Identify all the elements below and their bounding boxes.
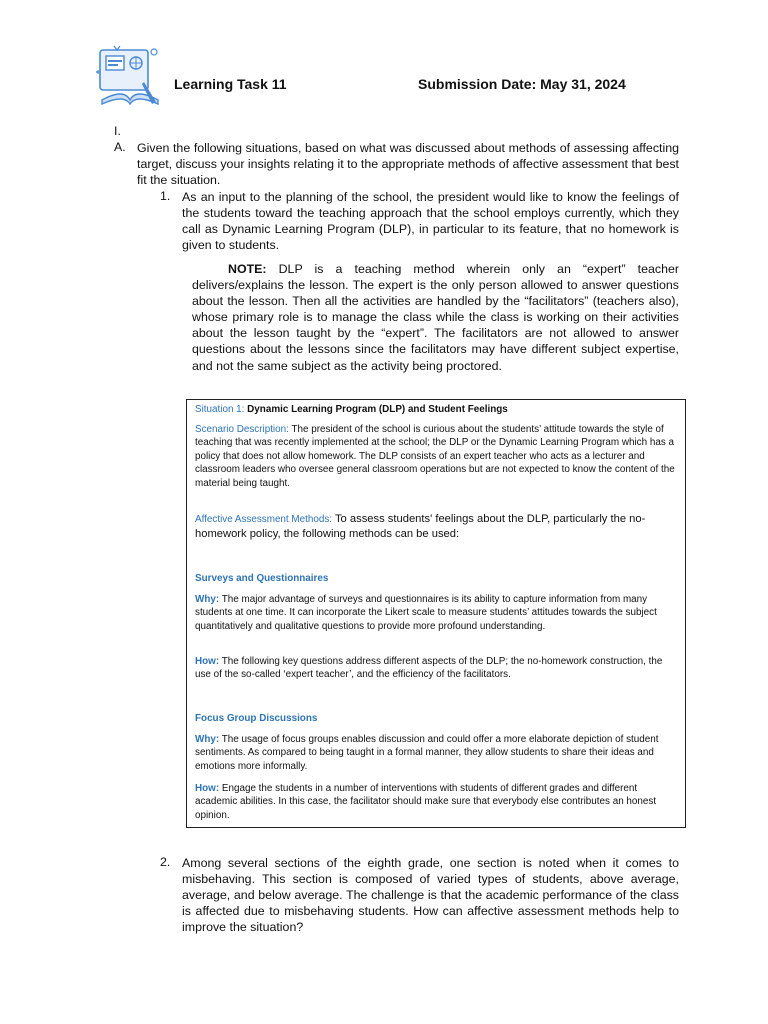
note-label: NOTE: [228, 262, 267, 276]
surveys-how-label: How: [195, 656, 220, 667]
section-roman-numeral: I. [114, 124, 121, 138]
focus-why-paragraph [195, 733, 677, 773]
page-header [92, 42, 692, 112]
situation-label: Situation 1: [195, 404, 245, 415]
methods-text: To assess students' feelings about the DLP, particularly the no-homework policy, the following methods can be used: [195, 513, 646, 540]
note-paragraph [192, 261, 679, 374]
situation-answer-box [186, 399, 686, 828]
focus-why-label: Why: [195, 734, 220, 745]
item-1-label: 1. [160, 189, 171, 203]
item-2-label: 2. [160, 855, 171, 869]
surveys-heading: Surveys and Questionnaires [195, 573, 329, 584]
scenario-text: The president of the school is curious about the students’ attitude towards the style of teaching that was recently implemented at the school; the DLP or the Dynamic Learning Program which has a policy that does not allow homework. The DLP consists of an expert teacher who acts as a lecturer and classroom leaders who oversee general classroom operations but are not expected to know the content of the material being taught. [195, 424, 675, 489]
note-text: DLP is a teaching method wherein only an “expert” teacher delivers/explains the lesson. The expert is the only person allowed to answer questions about the lesson. Then all the activities are handled by the “facilitators” (teachers also), whose primary role is to manage the class while the class is working on their activities about the lesson taught by the “expert”. The facilitators are not allowed to answer questions about the lessons since the facilitators may have different subject expertise, and not the same subject as the activity being proctored. [192, 262, 679, 373]
item-a-text: Given the following situations, based on what was discussed about methods of assessing affecting target, discuss your insights relating it to the appropriate methods of affective assessment that best fit the situation. [137, 141, 679, 188]
scenario-paragraph [195, 423, 677, 490]
focus-how-label: How: [195, 783, 220, 794]
task-title: Learning Task 11 [174, 76, 287, 92]
surveys-why-text: The major advantage of surveys and questionnaires is its ability to capture information from many students at one time. It can incorporate the Likert scale to measure students’ attitudes towards the subject quantitatively and qualitative questions to provide more profound understanding. [195, 594, 657, 632]
focus-how-text: Engage the students in a number of interventions with students of different grades and different academic abilities. In this case, the facilitator should make sure that everybody else contributes an honest opinion. [195, 783, 657, 821]
item-a-label: A. [114, 140, 126, 154]
item-2-text: Among several sections of the eighth grade, one section is noted when it comes to misbehaving. This section is composed of varied types of students, above average, average, and below average. The challenge is that the academic performance of the class is affected due to misbehaving students. How can affective assessment methods help to improve the situation? [182, 856, 679, 935]
focus-why-text: The usage of focus groups enables discussion and could offer a more elaborate depiction of student sentiments. As compared to being taught in a formal manner, they allow students to share their ideas and emotions more informally. [195, 734, 659, 772]
surveys-how-paragraph [195, 655, 677, 682]
item-1-text: As an input to the planning of the school, the president would like to know the feelings of the students toward the teaching approach that the school employs currently, which they call as Dynamic Learning Program (DLP), in particular to its feature, that no homework is given to students. [182, 190, 679, 253]
surveys-why-paragraph [195, 593, 677, 633]
surveys-why-label: Why: [195, 594, 220, 605]
scenario-label: Scenario Description: [195, 424, 289, 435]
focus-how-paragraph [195, 782, 677, 822]
surveys-how-text: The following key questions address different aspects of the DLP; the no-homework construction, the use of the so-called ‘expert teacher’, and the efficiency of the facilitators. [195, 656, 663, 681]
focus-heading: Focus Group Discussions [195, 713, 318, 724]
submission-date: Submission Date: May 31, 2024 [418, 76, 626, 92]
learning-book-logo-icon [92, 42, 168, 108]
situation-heading [195, 403, 677, 416]
situation-title: Dynamic Learning Program (DLP) and Student Feelings [247, 404, 508, 415]
methods-label: Affective Assessment Methods: [195, 514, 333, 525]
methods-paragraph [195, 512, 677, 542]
